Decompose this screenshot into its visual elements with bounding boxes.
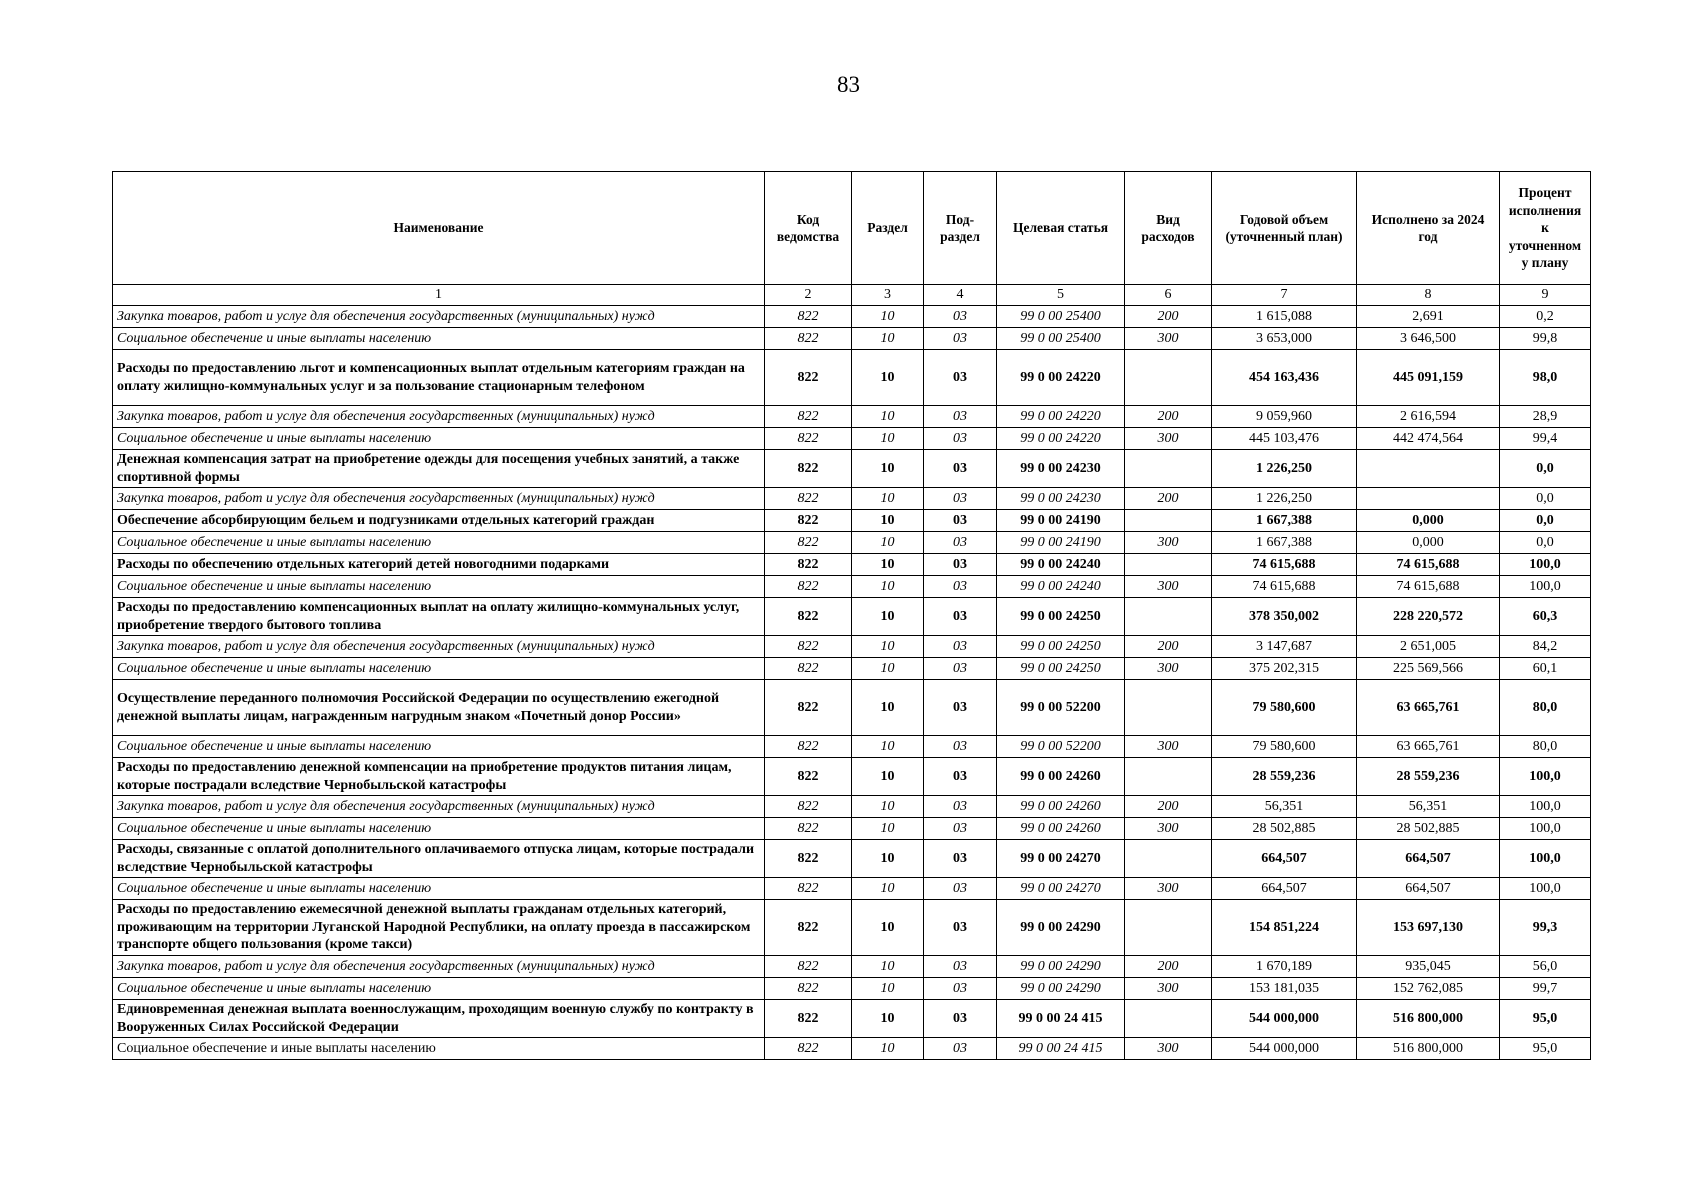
row-plan: 664,507 [1212, 840, 1357, 878]
row-target: 99 0 00 24260 [997, 818, 1125, 840]
row-executed [1357, 488, 1500, 510]
row-subsection: 03 [924, 510, 997, 532]
table-row [113, 956, 1591, 978]
table-row [113, 510, 1591, 532]
row-expense-type [1125, 680, 1212, 736]
row-target: 99 0 00 24 415 [997, 1038, 1125, 1060]
row-section: 10 [852, 450, 924, 488]
row-expense-type: 200 [1125, 956, 1212, 978]
row-expense-type [1125, 510, 1212, 532]
table-row [113, 758, 1591, 796]
page-number: 83 [837, 72, 860, 97]
row-executed: 74 615,688 [1357, 554, 1500, 576]
row-plan: 154 851,224 [1212, 900, 1357, 956]
row-executed: 225 569,566 [1357, 658, 1500, 680]
row-percent: 95,0 [1500, 1000, 1591, 1038]
row-target: 99 0 00 24250 [997, 658, 1125, 680]
row-dept-code: 822 [765, 306, 852, 328]
row-target: 99 0 00 24250 [997, 598, 1125, 636]
row-percent: 100,0 [1500, 818, 1591, 840]
row-percent: 84,2 [1500, 636, 1591, 658]
row-expense-type [1125, 1000, 1212, 1038]
col-number: 7 [1212, 285, 1357, 306]
row-subsection: 03 [924, 554, 997, 576]
row-section: 10 [852, 510, 924, 532]
row-section: 10 [852, 956, 924, 978]
row-dept-code: 822 [765, 532, 852, 554]
row-dept-code: 822 [765, 956, 852, 978]
row-name: Расходы, связанные с оплатой дополнительного оплачиваемого отпуска лицам, которые пострадали вследствие Чернобыльской катастрофы [113, 840, 765, 878]
header-row [113, 172, 1591, 285]
row-section: 10 [852, 900, 924, 956]
row-expense-type: 300 [1125, 818, 1212, 840]
row-executed: 28 559,236 [1357, 758, 1500, 796]
row-dept-code: 822 [765, 900, 852, 956]
row-executed: 2 651,005 [1357, 636, 1500, 658]
row-dept-code: 822 [765, 328, 852, 350]
row-dept-code: 822 [765, 680, 852, 736]
row-subsection: 03 [924, 306, 997, 328]
row-expense-type [1125, 450, 1212, 488]
row-subsection: 03 [924, 1038, 997, 1060]
table-row [113, 598, 1591, 636]
row-expense-type: 300 [1125, 978, 1212, 1000]
row-expense-type: 200 [1125, 306, 1212, 328]
row-name: Социальное обеспечение и иные выплаты населению [113, 878, 765, 900]
col-number: 9 [1500, 285, 1591, 306]
row-expense-type: 300 [1125, 736, 1212, 758]
header-expense-type: Вид расходов [1125, 172, 1212, 285]
row-section: 10 [852, 680, 924, 736]
row-subsection: 03 [924, 736, 997, 758]
row-section: 10 [852, 978, 924, 1000]
row-percent: 56,0 [1500, 956, 1591, 978]
row-dept-code: 822 [765, 1038, 852, 1060]
row-subsection: 03 [924, 428, 997, 450]
row-plan: 544 000,000 [1212, 1000, 1357, 1038]
row-target: 99 0 00 24230 [997, 450, 1125, 488]
row-target: 99 0 00 24270 [997, 878, 1125, 900]
row-name: Социальное обеспечение и иные выплаты населению [113, 532, 765, 554]
budget-execution-table [112, 171, 1591, 1060]
row-executed: 228 220,572 [1357, 598, 1500, 636]
row-executed: 63 665,761 [1357, 680, 1500, 736]
row-expense-type [1125, 554, 1212, 576]
row-section: 10 [852, 878, 924, 900]
row-target: 99 0 00 24290 [997, 956, 1125, 978]
row-name: Расходы по предоставлению денежной компенсации на приобретение продуктов питания лицам, которые пострадали вследствие Чернобыльской катастрофы [113, 758, 765, 796]
row-subsection: 03 [924, 406, 997, 428]
row-plan: 79 580,600 [1212, 736, 1357, 758]
row-name: Расходы по предоставлению льгот и компенсационных выплат отдельным категориям граждан на оплату жилищно-коммунальных услуг и за пользование стационарным телефоном [113, 350, 765, 406]
row-percent: 100,0 [1500, 796, 1591, 818]
row-percent: 99,7 [1500, 978, 1591, 1000]
row-executed: 0,000 [1357, 532, 1500, 554]
row-subsection: 03 [924, 636, 997, 658]
row-name: Социальное обеспечение и иные выплаты населению [113, 736, 765, 758]
row-target: 99 0 00 24190 [997, 532, 1125, 554]
row-subsection: 03 [924, 978, 997, 1000]
col-number: 2 [765, 285, 852, 306]
row-plan: 28 559,236 [1212, 758, 1357, 796]
row-name: Закупка товаров, работ и услуг для обеспечения государственных (муниципальных) нужд [113, 796, 765, 818]
row-subsection: 03 [924, 598, 997, 636]
row-subsection: 03 [924, 450, 997, 488]
row-plan: 1 667,388 [1212, 532, 1357, 554]
row-executed: 664,507 [1357, 840, 1500, 878]
row-section: 10 [852, 736, 924, 758]
table-row [113, 978, 1591, 1000]
row-target: 99 0 00 24230 [997, 488, 1125, 510]
row-name: Закупка товаров, работ и услуг для обеспечения государственных (муниципальных) нужд [113, 636, 765, 658]
row-dept-code: 822 [765, 428, 852, 450]
row-expense-type: 300 [1125, 576, 1212, 598]
row-plan: 74 615,688 [1212, 554, 1357, 576]
row-percent: 0,0 [1500, 450, 1591, 488]
row-subsection: 03 [924, 796, 997, 818]
row-executed [1357, 450, 1500, 488]
table-row [113, 576, 1591, 598]
row-name: Социальное обеспечение и иные выплаты населению [113, 658, 765, 680]
row-executed: 3 646,500 [1357, 328, 1500, 350]
row-expense-type: 300 [1125, 658, 1212, 680]
row-name: Социальное обеспечение и иные выплаты населению [113, 1038, 765, 1060]
row-plan: 1 226,250 [1212, 450, 1357, 488]
row-dept-code: 822 [765, 636, 852, 658]
row-percent: 80,0 [1500, 736, 1591, 758]
row-target: 99 0 00 52200 [997, 736, 1125, 758]
row-name: Социальное обеспечение и иные выплаты населению [113, 818, 765, 840]
header-target: Целевая статья [997, 172, 1125, 285]
header-dept-code: Код ведомства [765, 172, 852, 285]
table-row [113, 658, 1591, 680]
row-section: 10 [852, 598, 924, 636]
table-row [113, 450, 1591, 488]
row-section: 10 [852, 532, 924, 554]
row-target: 99 0 00 25400 [997, 328, 1125, 350]
row-plan: 445 103,476 [1212, 428, 1357, 450]
row-section: 10 [852, 1038, 924, 1060]
row-executed: 74 615,688 [1357, 576, 1500, 598]
row-percent: 99,3 [1500, 900, 1591, 956]
row-plan: 74 615,688 [1212, 576, 1357, 598]
row-dept-code: 822 [765, 406, 852, 428]
table-body [113, 306, 1591, 1060]
row-plan: 28 502,885 [1212, 818, 1357, 840]
row-section: 10 [852, 818, 924, 840]
row-name: Осуществление переданного полномочия Российской Федерации по осуществлению ежегодной денежной выплаты лицам, награжденным нагрудным знаком «Почетный донор России» [113, 680, 765, 736]
col-number: 8 [1357, 285, 1500, 306]
table-row [113, 900, 1591, 956]
table-row [113, 818, 1591, 840]
col-number: 6 [1125, 285, 1212, 306]
row-section: 10 [852, 350, 924, 406]
row-name: Закупка товаров, работ и услуг для обеспечения государственных (муниципальных) нужд [113, 306, 765, 328]
row-expense-type: 200 [1125, 488, 1212, 510]
col-number: 3 [852, 285, 924, 306]
row-subsection: 03 [924, 488, 997, 510]
row-target: 99 0 00 24290 [997, 978, 1125, 1000]
row-target: 99 0 00 25400 [997, 306, 1125, 328]
row-subsection: 03 [924, 350, 997, 406]
row-name: Расходы по обеспечению отдельных категорий детей новогодними подарками [113, 554, 765, 576]
row-executed: 2 616,594 [1357, 406, 1500, 428]
row-executed: 152 762,085 [1357, 978, 1500, 1000]
row-expense-type: 300 [1125, 428, 1212, 450]
row-plan: 664,507 [1212, 878, 1357, 900]
row-expense-type [1125, 900, 1212, 956]
row-target: 99 0 00 24260 [997, 758, 1125, 796]
table-row [113, 488, 1591, 510]
row-plan: 9 059,960 [1212, 406, 1357, 428]
row-subsection: 03 [924, 818, 997, 840]
row-executed: 664,507 [1357, 878, 1500, 900]
table-row [113, 532, 1591, 554]
header-section: Раздел [852, 172, 924, 285]
table-row [113, 350, 1591, 406]
row-dept-code: 822 [765, 554, 852, 576]
row-name: Закупка товаров, работ и услуг для обеспечения государственных (муниципальных) нужд [113, 488, 765, 510]
table-row [113, 840, 1591, 878]
header-percent: Процент исполнения к уточненном у плану [1500, 172, 1591, 285]
row-plan: 3 147,687 [1212, 636, 1357, 658]
row-executed: 2,691 [1357, 306, 1500, 328]
row-target: 99 0 00 24220 [997, 406, 1125, 428]
row-plan: 1 226,250 [1212, 488, 1357, 510]
row-target: 99 0 00 24290 [997, 900, 1125, 956]
row-percent: 100,0 [1500, 878, 1591, 900]
row-section: 10 [852, 1000, 924, 1038]
row-expense-type: 300 [1125, 532, 1212, 554]
header-executed: Исполнено за 2024 год [1357, 172, 1500, 285]
row-executed: 63 665,761 [1357, 736, 1500, 758]
row-percent: 99,8 [1500, 328, 1591, 350]
row-executed: 516 800,000 [1357, 1038, 1500, 1060]
row-section: 10 [852, 488, 924, 510]
row-percent: 60,1 [1500, 658, 1591, 680]
row-subsection: 03 [924, 658, 997, 680]
row-target: 99 0 00 24240 [997, 576, 1125, 598]
table-row [113, 736, 1591, 758]
row-subsection: 03 [924, 758, 997, 796]
header-subsection: Под-раздел [924, 172, 997, 285]
row-name: Расходы по предоставлению ежемесячной денежной выплаты гражданам отдельных категорий, проживающим на территории Луганской Народной Республики, на оплату проезда в пассажирском транспорте общего пользования (кроме такси) [113, 900, 765, 956]
row-section: 10 [852, 554, 924, 576]
row-section: 10 [852, 636, 924, 658]
table-row [113, 636, 1591, 658]
row-subsection: 03 [924, 1000, 997, 1038]
row-expense-type [1125, 598, 1212, 636]
row-percent: 28,9 [1500, 406, 1591, 428]
row-plan: 1 670,189 [1212, 956, 1357, 978]
row-target: 99 0 00 24270 [997, 840, 1125, 878]
row-section: 10 [852, 306, 924, 328]
row-dept-code: 822 [765, 796, 852, 818]
row-executed: 56,351 [1357, 796, 1500, 818]
row-plan: 375 202,315 [1212, 658, 1357, 680]
table-row [113, 1038, 1591, 1060]
table-row [113, 428, 1591, 450]
table-row [113, 1000, 1591, 1038]
row-percent: 80,0 [1500, 680, 1591, 736]
row-percent: 95,0 [1500, 1038, 1591, 1060]
row-name: Социальное обеспечение и иные выплаты населению [113, 428, 765, 450]
col-number: 5 [997, 285, 1125, 306]
row-plan: 3 653,000 [1212, 328, 1357, 350]
row-dept-code: 822 [765, 658, 852, 680]
row-dept-code: 822 [765, 878, 852, 900]
row-dept-code: 822 [765, 488, 852, 510]
row-percent: 98,0 [1500, 350, 1591, 406]
row-plan: 378 350,002 [1212, 598, 1357, 636]
row-section: 10 [852, 428, 924, 450]
row-dept-code: 822 [765, 598, 852, 636]
row-name: Социальное обеспечение и иные выплаты населению [113, 576, 765, 598]
row-plan: 153 181,035 [1212, 978, 1357, 1000]
row-executed: 516 800,000 [1357, 1000, 1500, 1038]
col-number: 1 [113, 285, 765, 306]
row-percent: 0,0 [1500, 510, 1591, 532]
row-plan: 56,351 [1212, 796, 1357, 818]
row-percent: 0,0 [1500, 488, 1591, 510]
row-subsection: 03 [924, 956, 997, 978]
row-dept-code: 822 [765, 840, 852, 878]
row-expense-type: 200 [1125, 406, 1212, 428]
row-target: 99 0 00 52200 [997, 680, 1125, 736]
row-subsection: 03 [924, 680, 997, 736]
row-plan: 544 000,000 [1212, 1038, 1357, 1060]
row-target: 99 0 00 24220 [997, 428, 1125, 450]
table-row [113, 554, 1591, 576]
row-dept-code: 822 [765, 350, 852, 406]
table-row [113, 878, 1591, 900]
row-executed: 442 474,564 [1357, 428, 1500, 450]
table-row [113, 796, 1591, 818]
row-dept-code: 822 [765, 576, 852, 598]
row-subsection: 03 [924, 878, 997, 900]
row-subsection: 03 [924, 328, 997, 350]
row-section: 10 [852, 658, 924, 680]
row-target: 99 0 00 24260 [997, 796, 1125, 818]
column-number-row [113, 285, 1591, 306]
row-percent: 60,3 [1500, 598, 1591, 636]
table-row [113, 306, 1591, 328]
header-annual-plan: Годовой объем (уточненный план) [1212, 172, 1357, 285]
row-name: Закупка товаров, работ и услуг для обеспечения государственных (муниципальных) нужд [113, 956, 765, 978]
row-section: 10 [852, 758, 924, 796]
row-section: 10 [852, 840, 924, 878]
row-dept-code: 822 [765, 1000, 852, 1038]
table-row [113, 680, 1591, 736]
row-plan: 79 580,600 [1212, 680, 1357, 736]
row-target: 99 0 00 24250 [997, 636, 1125, 658]
row-percent: 99,4 [1500, 428, 1591, 450]
row-name: Обеспечение абсорбирующим бельем и подгузниками отдельных категорий граждан [113, 510, 765, 532]
row-target: 99 0 00 24240 [997, 554, 1125, 576]
row-expense-type: 300 [1125, 878, 1212, 900]
header-name: Наименование [113, 172, 765, 285]
row-executed: 28 502,885 [1357, 818, 1500, 840]
row-name: Социальное обеспечение и иные выплаты населению [113, 978, 765, 1000]
row-expense-type [1125, 840, 1212, 878]
row-plan: 1 615,088 [1212, 306, 1357, 328]
row-dept-code: 822 [765, 978, 852, 1000]
row-executed: 153 697,130 [1357, 900, 1500, 956]
row-name: Единовременная денежная выплата военнослужащим, проходящим военную службу по контракту в Вооруженных Силах Российской Федерации [113, 1000, 765, 1038]
row-section: 10 [852, 328, 924, 350]
row-dept-code: 822 [765, 450, 852, 488]
row-name: Закупка товаров, работ и услуг для обеспечения государственных (муниципальных) нужд [113, 406, 765, 428]
table-row [113, 328, 1591, 350]
row-percent: 100,0 [1500, 840, 1591, 878]
row-section: 10 [852, 406, 924, 428]
row-percent: 0,0 [1500, 532, 1591, 554]
row-dept-code: 822 [765, 736, 852, 758]
row-percent: 100,0 [1500, 554, 1591, 576]
row-name: Расходы по предоставлению компенсационных выплат на оплату жилищно-коммунальных услуг, приобретение твердого бытового топлива [113, 598, 765, 636]
row-subsection: 03 [924, 900, 997, 956]
row-expense-type: 300 [1125, 1038, 1212, 1060]
row-target: 99 0 00 24 415 [997, 1000, 1125, 1038]
row-dept-code: 822 [765, 818, 852, 840]
row-target: 99 0 00 24190 [997, 510, 1125, 532]
row-subsection: 03 [924, 532, 997, 554]
row-name: Денежная компенсация затрат на приобретение одежды для посещения учебных занятий, а также спортивной формы [113, 450, 765, 488]
row-executed: 445 091,159 [1357, 350, 1500, 406]
row-percent: 100,0 [1500, 758, 1591, 796]
row-percent: 0,2 [1500, 306, 1591, 328]
row-dept-code: 822 [765, 510, 852, 532]
row-expense-type: 300 [1125, 328, 1212, 350]
row-expense-type [1125, 758, 1212, 796]
row-subsection: 03 [924, 576, 997, 598]
row-expense-type [1125, 350, 1212, 406]
col-number: 4 [924, 285, 997, 306]
row-expense-type: 200 [1125, 796, 1212, 818]
row-target: 99 0 00 24220 [997, 350, 1125, 406]
row-dept-code: 822 [765, 758, 852, 796]
row-plan: 454 163,436 [1212, 350, 1357, 406]
row-percent: 100,0 [1500, 576, 1591, 598]
row-subsection: 03 [924, 840, 997, 878]
row-executed: 0,000 [1357, 510, 1500, 532]
row-name: Социальное обеспечение и иные выплаты населению [113, 328, 765, 350]
row-executed: 935,045 [1357, 956, 1500, 978]
row-plan: 1 667,388 [1212, 510, 1357, 532]
row-section: 10 [852, 796, 924, 818]
row-expense-type: 200 [1125, 636, 1212, 658]
row-section: 10 [852, 576, 924, 598]
table-row [113, 406, 1591, 428]
